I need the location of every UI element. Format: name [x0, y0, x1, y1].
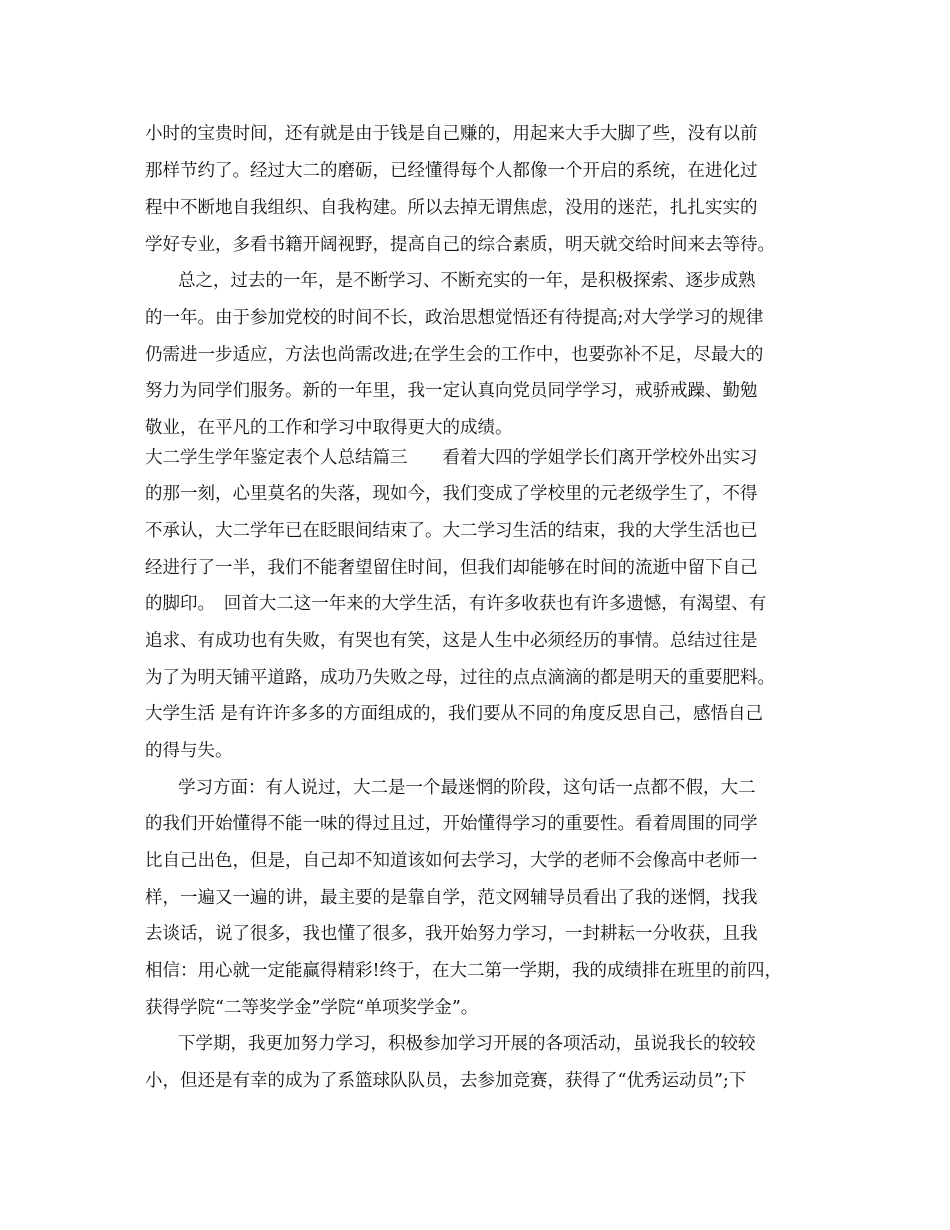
- text-line: 相信：用心就一定能赢得精彩!终于，在大二第一学期，我的成绩排在班里的前四，: [145, 961, 783, 981]
- text-line: 获得学院“二等奖学金”学院“单项奖学金”。: [145, 998, 479, 1018]
- text-line: 不承认，大二学年已在眨眼间结束了。大二学习生活的结束，我的大学生活也已: [145, 521, 758, 541]
- text-line: 去谈话，说了很多，我也懂了很多，我开始努力学习，一封耕耘一分收获，且我: [145, 924, 758, 944]
- text-line: 程中不断地自我组织、自我构建。所以去掉无谓焦虑，没用的迷茫，扎扎实实的: [145, 198, 758, 218]
- text-line: 的我们开始懂得不能一味的得过且过，开始懂得学习的重要性。看着周围的同学: [145, 814, 758, 834]
- section-heading-line: 大二学生学年鉴定表个人总结篇三 看着大四的学姐学长们离开学校外出实习: [145, 448, 758, 468]
- text-line: 为了为明天铺平道路，成功乃失败之母，过往的点点滴滴的都是明天的重要肥料。: [145, 668, 775, 688]
- paragraph-first-line: 学习方面：有人说过，大二是一个最迷惘的阶段，这句话一点都不假，大二: [178, 778, 756, 798]
- text-line: 样，一遍又一遍的讲，最主要的是靠自学，范文网辅导员看出了我的迷惘，找我: [145, 888, 758, 908]
- text-line: 小，但还是有幸的成为了系篮球队队员，去参加竞赛，获得了“优秀运动员”;下: [145, 1071, 747, 1091]
- text-line: 的脚印。 回首大二这一年来的大学生活，有许多收获也有许多遗憾，有渴望、有: [145, 594, 767, 614]
- text-line: 敬业，在平凡的工作和学习中取得更大的成绩。: [145, 418, 513, 438]
- text-line: 学好专业，多看书籍开阔视野，提高自己的综合素质，明天就交给时间来去等待。: [145, 235, 775, 255]
- text-line: 的得与失。: [145, 741, 233, 761]
- text-line: 经进行了一半，我们不能奢望留住时间，但我们却能够在时间的流逝中留下自己: [145, 558, 758, 578]
- text-line: 大学生活 是有许许多多的方面组成的，我们要从不同的角度反思自己，感悟自己: [145, 704, 764, 724]
- paragraph-first-line: 下学期，我更加努力学习，积极参加学习开展的各项活动，虽说我长的较较: [178, 1034, 756, 1054]
- text-line: 的那一刻，心里莫名的失落，现如今，我们变成了学校里的元老级学生了，不得: [145, 484, 758, 504]
- text-line: 比自己出色，但是，自己却不知道该如何去学习，大学的老师不会像高中老师一: [145, 851, 758, 871]
- text-line: 小时的宝贵时间，还有就是由于钱是自己赚的，用起来大手大脚了些，没有以前: [145, 124, 758, 144]
- text-line: 那样节约了。经过大二的磨砺，已经懂得每个人都像一个开启的系统，在进化过: [145, 161, 758, 181]
- paragraph-first-line: 总之，过去的一年，是不断学习、不断充实的一年，是积极探索、逐步成熟: [178, 271, 756, 291]
- text-line: 追求、有成功也有失败，有哭也有笑，这是人生中必须经历的事情。总结过往是: [145, 631, 758, 651]
- text-line: 的一年。由于参加党校的时间不长，政治思想觉悟还有待提高;对大学学习的规律: [145, 308, 764, 328]
- text-line: 仍需进一步适应，方法也尚需改进;在学生会的工作中，也要弥补不足，尽最大的: [145, 345, 764, 365]
- text-line: 努力为同学们服务。新的一年里，我一定认真向党员同学学习，戒骄戒躁、勤勉: [145, 381, 758, 401]
